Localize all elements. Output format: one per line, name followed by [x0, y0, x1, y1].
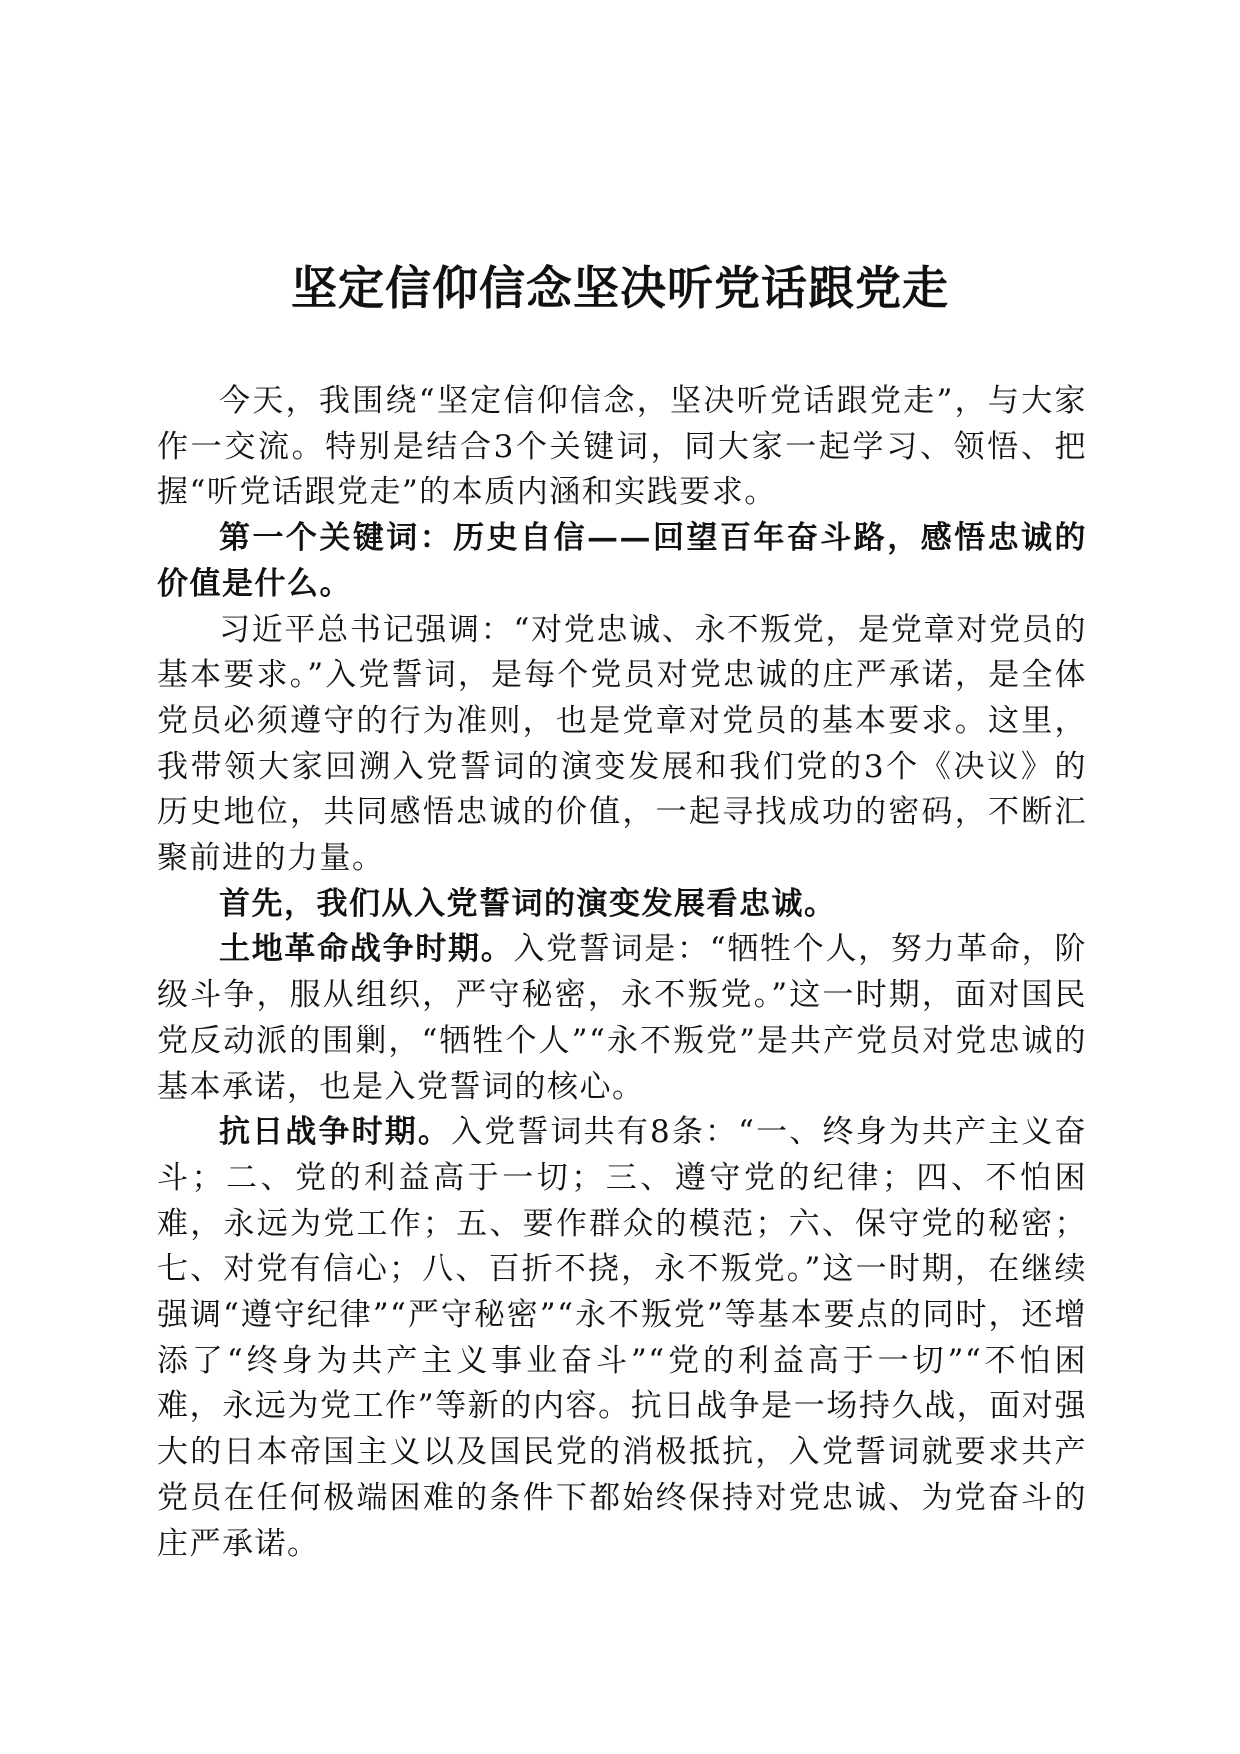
lead-anti-japanese-war: 抗日战争时期。 [219, 1114, 452, 1151]
heading-oath-evolution: 首先，我们从入党誓词的演变发展看忠诚。 [219, 885, 837, 922]
lead-land-revolution: 土地革命战争时期。 [219, 931, 514, 968]
text-anti-japanese-war: 入党誓词共有8条：“一、终身为共产主义奋斗；二、党的利益高于一切；三、遵守党的纪律；四、不怕困难，永远为党工作；五、要作群众的模范；六、保守党的秘密；七、对党有信心；八、百折不挠，永不叛党。”这一时期，在继续强调“遵守纪律”“严守秘密”“永不叛党”等基本要点的同时，还增添了“终身为共产主义事业奋斗”“党的利益高于一切”“不怕困难，永远为党工作”等新的内容。抗日战争是一场持久战，面对强大的日本帝国主义以及国民党的消极抵抗，入党誓词就要求共产党员在任何极端困难的条件下都始终保持对党忠诚、为党奋斗的庄严承诺。 [157, 1114, 1087, 1562]
document-title: 坚定信仰信念坚决听党话跟党走 [291, 261, 949, 315]
paragraph-anti-japanese-war [157, 1110, 1087, 1567]
heading-keyword-one: 第一个关键词：历史自信——回望百年奋斗路，感悟忠诚的价值是什么。 [157, 520, 1087, 602]
paragraph-intro: 今天，我围绕“坚定信仰信念，坚决听党话跟党走”，与大家作一交流。特别是结合3个关键词，同大家一起学习、领悟、把握“听党话跟党走”的本质内涵和实践要求。 [157, 383, 1087, 511]
paragraph-oath-loyalty: 习近平总书记强调：“对党忠诚、永不叛党，是党章对党员的基本要求。”入党誓词，是每个党员对党忠诚的庄严承诺，是全体党员必须遵守的行为准则，也是党章对党员的基本要求。这里，我带领大家回溯入党誓词的演变发展和我们党的3个《决议》的历史地位，共同感悟忠诚的价值，一起寻找成功的密码，不断汇聚前进的力量。 [157, 611, 1087, 877]
text-land-revolution: 入党誓词是：“牺牲个人，努力革命，阶级斗争，服从组织，严守秘密，永不叛党。”这一时期，面对国民党反动派的围剿，“牺牲个人”“永不叛党”是共产党员对党忠诚的基本承诺，也是入党誓词的核心。 [157, 931, 1087, 1105]
document-body [157, 379, 1087, 1567]
paragraph-land-revolution [157, 927, 1087, 1110]
